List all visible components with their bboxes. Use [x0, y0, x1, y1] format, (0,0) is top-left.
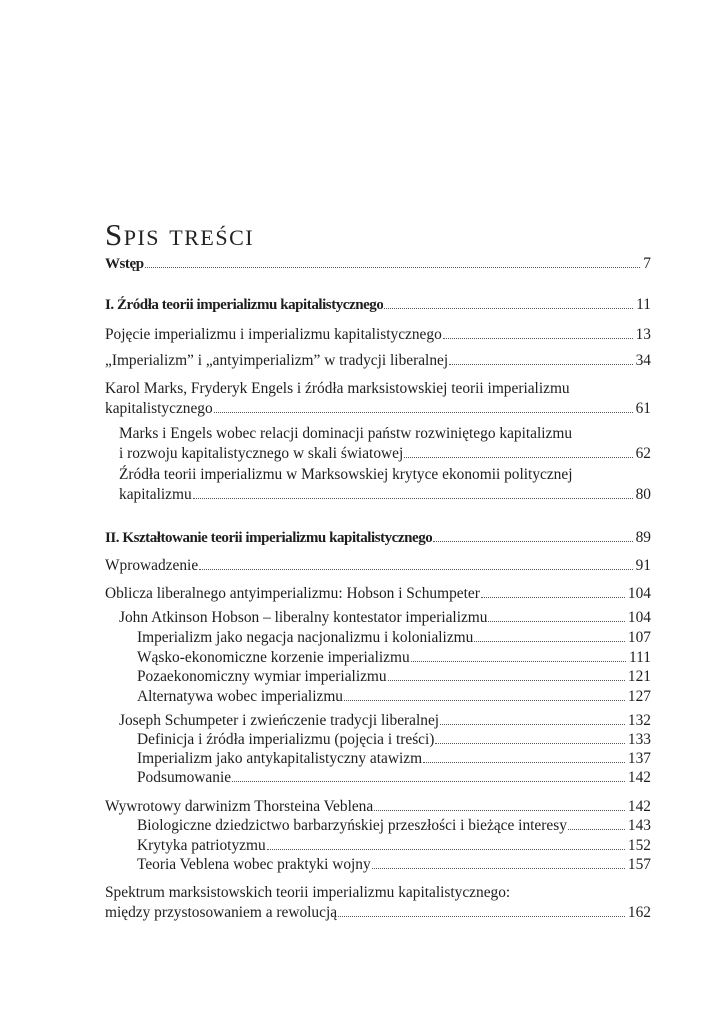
toc-page-number: 61: [635, 399, 651, 417]
toc-page-number: 143: [627, 817, 651, 834]
toc-page-number: 80: [635, 485, 651, 503]
toc-entry-text: Podsumowanie: [137, 769, 232, 786]
toc-page-number: 89: [635, 529, 651, 546]
toc-entry-text: Teoria Veblena wobec praktyki wojny: [137, 856, 371, 873]
toc-entry-text: kapitalizmu: [119, 485, 192, 503]
toc-page-number: 104: [627, 585, 651, 602]
dot-leader: [384, 308, 633, 309]
dot-leader: [267, 849, 625, 850]
toc-entry-text: Karol Marks, Fryderyk Engels i źródła marksistowskiej teorii imperializmu: [105, 380, 570, 397]
toc-entry-text: Oblicza liberalnego antyimperializmu: Hobson i Schumpeter: [105, 585, 480, 602]
dot-leader: [488, 621, 624, 622]
toc-entry-text: Krytyka patriotyzmu: [137, 837, 266, 854]
toc-entry-text: Alternatywa wobec imperializmu: [137, 688, 343, 705]
toc-entry-text: między przystosowaniem a rewolucją: [105, 903, 338, 921]
page-title: Spis treści: [105, 216, 255, 252]
toc-entry: [105, 883, 651, 922]
toc-entry: [105, 648, 651, 668]
dot-leader: [374, 810, 625, 811]
toc-entry-text: I. Źródła teorii imperializmu kapitalistycznego: [105, 297, 384, 313]
dot-leader: [481, 597, 625, 598]
toc-entry-text: kapitalistycznego: [105, 399, 213, 417]
toc-entry-text: „Imperializm” i „antyimperializm” w tradycji liberalnej: [105, 352, 449, 369]
toc-entry: [105, 584, 651, 604]
toc-entry-text: Pozaekonomiczny wymiar imperializmu: [137, 668, 387, 685]
dot-leader: [474, 641, 625, 642]
toc-page-number: 91: [635, 557, 651, 574]
toc-page-number: 132: [627, 712, 651, 729]
toc-page-number: 104: [627, 609, 651, 626]
toc-page-number: 13: [635, 326, 651, 343]
dot-leader: [344, 700, 625, 701]
toc-entry: [105, 667, 651, 687]
toc-entry: [105, 351, 651, 371]
toc-entry-text: i rozwoju kapitalistycznego w skali światowej: [119, 444, 404, 462]
dot-leader: [423, 762, 625, 763]
toc-page-number: 133: [627, 731, 651, 748]
dot-leader: [568, 829, 625, 830]
toc-entry-text: Spektrum marksistowskich teorii imperializmu kapitalistycznego:: [105, 884, 511, 901]
dot-leader: [145, 267, 641, 268]
toc-entry: [105, 855, 651, 875]
toc-entry-text: Definicja i źródła imperializmu (pojęcia i treści): [137, 731, 435, 748]
dot-leader: [232, 781, 625, 782]
dot-leader: [193, 498, 633, 499]
toc-entry: [105, 749, 651, 769]
dot-leader: [433, 541, 632, 542]
toc-entry-text: Biologiczne dziedzictwo barbarzyńskiej przeszłości i bieżące interesy: [137, 817, 567, 834]
toc-entry: [105, 687, 651, 707]
toc-entry: [105, 816, 651, 836]
toc-entry: [105, 836, 651, 856]
dot-leader: [199, 569, 632, 570]
toc-page-number: 152: [627, 837, 651, 854]
toc-page-number: 107: [627, 629, 651, 646]
toc-entry: [105, 379, 651, 418]
toc-entry: [105, 797, 651, 817]
dot-leader: [214, 412, 633, 413]
toc-entry: [105, 608, 651, 628]
toc-entry-text: Wprowadzenie: [105, 557, 199, 574]
toc-entry: [105, 465, 651, 504]
toc-entry-text: Marks i Engels wobec relacji dominacji państw rozwiniętego kapitalizmu: [119, 425, 573, 442]
toc-entry-text: Imperializm jako antykapitalistyczny atawizm: [137, 750, 423, 767]
toc-page-number: 127: [627, 688, 651, 705]
toc-page-number: 162: [627, 903, 651, 921]
toc-page-number: 142: [627, 798, 651, 815]
toc-entry-text: Pojęcie imperializmu i imperializmu kapitalistycznego: [105, 326, 442, 343]
toc-entry: [105, 424, 651, 463]
dot-leader: [404, 457, 632, 458]
dot-leader: [435, 743, 624, 744]
toc-entry: [105, 528, 651, 549]
toc-entry: [105, 628, 651, 648]
toc-page-number: 7: [643, 255, 651, 272]
dot-leader: [411, 661, 626, 662]
toc-entry: [105, 295, 651, 316]
toc-entry: [105, 730, 651, 750]
toc-page-number: 111: [629, 649, 651, 666]
dot-leader: [449, 364, 632, 365]
toc-entry-text: Wąsko-ekonomiczne korzenie imperializmu: [137, 649, 410, 666]
toc-entry-text: Wstęp: [105, 256, 144, 272]
toc-entry: [105, 711, 651, 731]
toc-page-number: 34: [635, 352, 651, 369]
toc-page-number: 137: [627, 750, 651, 767]
dot-leader: [440, 724, 625, 725]
toc-entry-text: II. Kształtowanie teorii imperializmu kapitalistycznego: [105, 530, 433, 546]
toc-entry: [105, 325, 651, 345]
toc-entry-text: Joseph Schumpeter i zwieńczenie tradycji liberalnej: [119, 712, 440, 729]
toc-entry-text: Imperializm jako negacja nacjonalizmu i kolonializmu: [137, 629, 474, 646]
toc-entry: [105, 254, 651, 275]
dot-leader: [388, 680, 625, 681]
toc-page-number: 121: [627, 668, 651, 685]
toc-page-number: 157: [627, 856, 651, 873]
dot-leader: [372, 868, 625, 869]
toc-page-number: 142: [627, 769, 651, 786]
toc-entry-text: Wywrotowy darwinizm Thorsteina Veblena: [105, 798, 374, 815]
toc-entry: [105, 556, 651, 576]
toc-entry-text: John Atkinson Hobson – liberalny kontestator imperializmu: [119, 609, 488, 626]
toc-page-number: 11: [636, 296, 651, 313]
toc-entry-text: Źródła teorii imperializmu w Marksowskiej krytyce ekonomii politycznej: [119, 466, 573, 483]
dot-leader: [443, 338, 633, 339]
toc-entry: [105, 768, 651, 788]
toc-page-number: 62: [635, 444, 651, 462]
dot-leader: [338, 916, 625, 917]
